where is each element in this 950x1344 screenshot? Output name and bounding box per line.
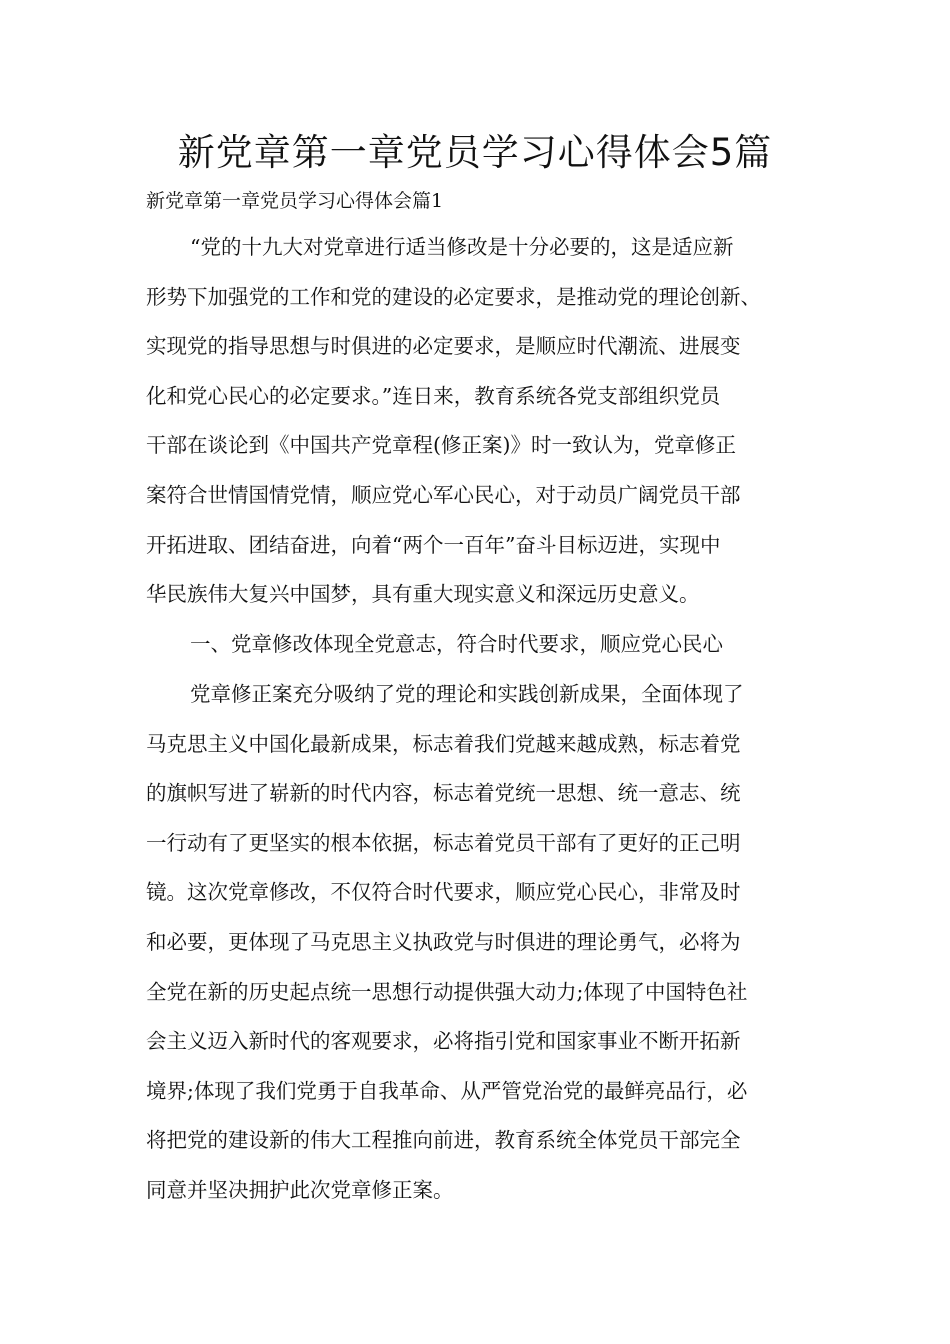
paragraph-line: 华民族伟大复兴中国梦，具有重大现实意义和深远历史意义。	[146, 582, 700, 607]
section-heading	[146, 620, 846, 670]
paragraph-1	[146, 223, 846, 620]
paragraph-line: 案符合世情国情党情，顺应党心军心民心，对于动员广阔党员干部	[146, 482, 741, 507]
section-heading-line: 一、党章修改体现全党意志，符合时代要求，顺应党心民心	[190, 632, 723, 656]
document-title: 新党章第一章党员学习心得体会5篇	[177, 131, 773, 174]
paragraph-line: “党的十九大对党章进行适当修改是十分必要的，这是适应新	[190, 235, 734, 259]
paragraph-2	[146, 670, 846, 1216]
paragraph-line: 开拓进取、团结奋进，向着“两个一百年”奋斗目标迈进，实现中	[146, 532, 721, 557]
paragraph-line: 会主义迈入新时代的客观要求，必将指引党和国家事业不断开拓新	[146, 1029, 741, 1054]
paragraph-line: 马克思主义中国化最新成果，标志着我们党越来越成熟，标志着党	[146, 731, 741, 756]
paragraph-line: 实现党的指导思想与时俱进的必定要求，是顺应时代潮流、进展变	[146, 334, 741, 359]
paragraph-line: 将把党的建设新的伟大工程推向前进，教育系统全体党员干部完全	[146, 1128, 741, 1153]
paragraph-line: 的旗帜写进了崭新的时代内容，标志着党统一思想、统一意志、统	[146, 781, 741, 806]
paragraph-line: 形势下加强党的工作和党的建设的必定要求，是推动党的理论创新、	[146, 284, 761, 309]
paragraph-line: 和必要，更体现了马克思主义执政党与时俱进的理论勇气，必将为	[146, 929, 741, 954]
paragraph-line: 干部在谈论到《中国共产党章程(修正案)》时一致认为，党章修正	[146, 433, 736, 458]
paragraph-line: 镜。这次党章修改，不仅符合时代要求，顺应党心民心，非常及时	[146, 880, 741, 905]
paragraph-line: 党章修正案充分吸纳了党的理论和实践创新成果，全面体现了	[190, 682, 744, 706]
paragraph-line: 境界;体现了我们党勇于自我革命、从严管党治党的最鲜亮品行，必	[146, 1078, 748, 1103]
paragraph-line: 化和党心民心的必定要求。”连日来，教育系统各党支部组织党员	[146, 383, 721, 408]
paragraph-line: 全党在新的历史起点统一思想行动提供强大动力;体现了中国特色社	[146, 979, 748, 1004]
document-subtitle: 新党章第一章党员学习心得体会篇1	[146, 190, 444, 212]
paragraph-line: 同意并坚决拥护此次党章修正案。	[146, 1177, 454, 1202]
paragraph-line: 一行动有了更坚实的根本依据，标志着党员干部有了更好的正己明	[146, 830, 741, 855]
